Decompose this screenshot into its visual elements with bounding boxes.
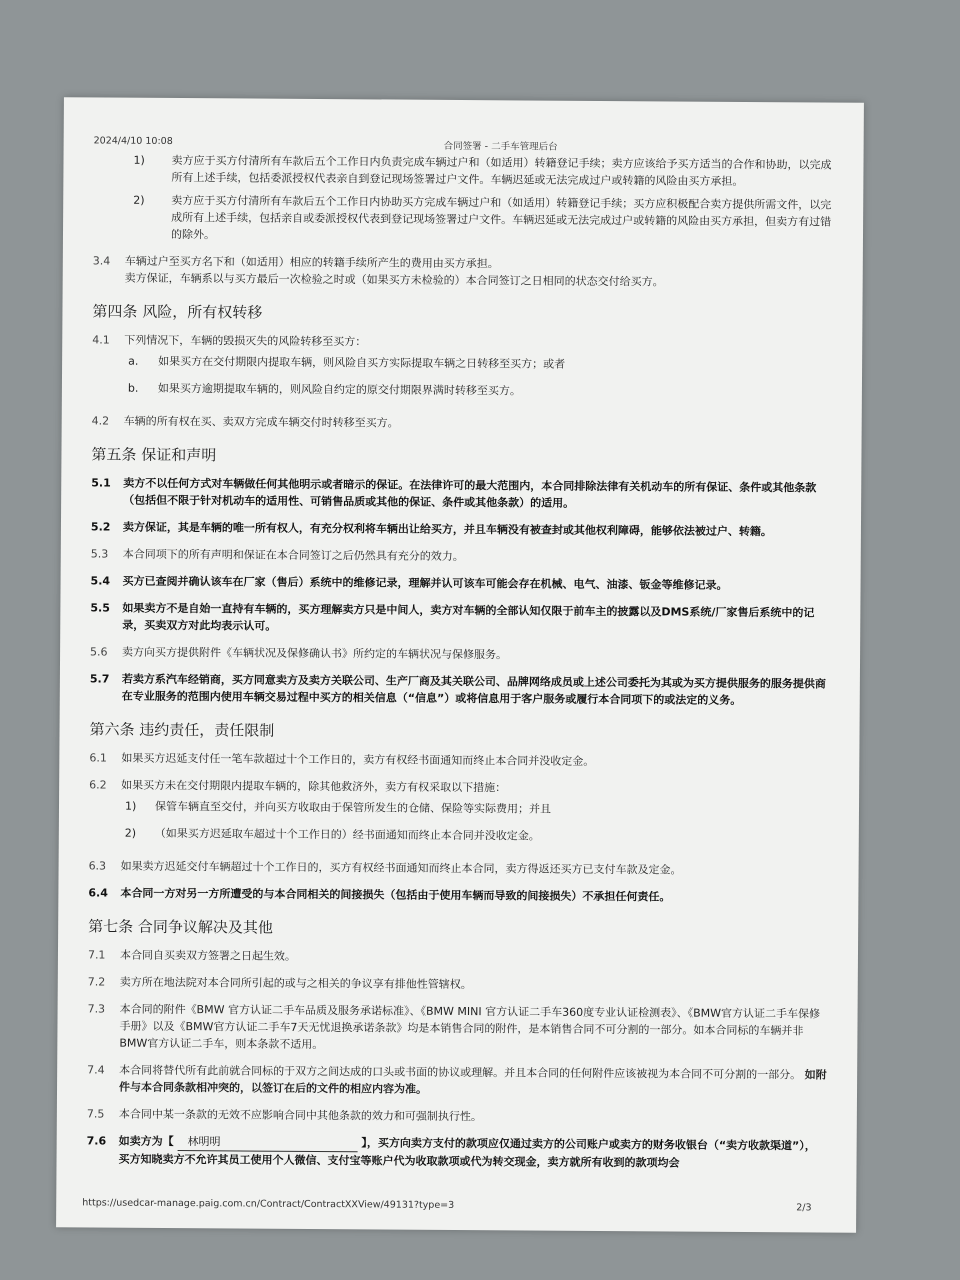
clause-text: 卖方所在地法院对本合同所引起的或与之相关的争议享有排他性管辖权。 xyxy=(119,975,472,992)
clause-text xyxy=(125,253,833,292)
item-number: b. xyxy=(127,381,139,395)
clause-number: 5.2 xyxy=(90,520,111,534)
clause-number: 4.1 xyxy=(92,333,110,347)
contract-page xyxy=(56,97,864,1233)
clause-7-6 xyxy=(86,1132,826,1172)
clause-text-bold: 如附件与本合同条款相冲突的，以签订在后的文件的相应内容为准。 xyxy=(118,1068,827,1096)
item-number: a. xyxy=(128,354,139,368)
clause-4-2 xyxy=(92,412,832,434)
item-text: 保管车辆直至交付，并向买方收取由于保管所发生的仓储、保险等实际费用；并且 xyxy=(154,799,552,816)
item-text: 如果买方在交付期限内提取车辆，则风险自买方实际提取车辆之日转移至买方；或者 xyxy=(158,354,566,371)
clause-number: 7.4 xyxy=(87,1063,105,1077)
clause-text-pre: 如卖方为【 xyxy=(118,1134,174,1149)
clause-number: 6.1 xyxy=(89,751,107,765)
clause-6-2 xyxy=(89,776,829,798)
clause-text: 本合同中某一条款的无效不应影响合同中其他条款的效力和可强制执行性。 xyxy=(118,1107,482,1124)
page-number: 2/3 xyxy=(796,1202,812,1214)
clause-6-4 xyxy=(88,884,828,906)
clause-5-6 xyxy=(90,643,830,665)
item-number: 2) xyxy=(133,193,145,207)
clause-5-1 xyxy=(91,474,831,513)
clause-number: 4.2 xyxy=(91,414,110,428)
clause-text: 本合同一方对另一方所遭受的与本合同相关的间接损失（包括由于使用车辆而导致的间接损失）不承担任何责任。 xyxy=(120,886,671,904)
clause-6-3 xyxy=(89,857,829,879)
clause-text: 如果买方迟延支付任一笔车款超过十个工作日的，卖方有权经书面通知而终止本合同并没收定金。 xyxy=(121,751,595,768)
clause-number: 5.5 xyxy=(90,601,110,615)
clause-number: 6.2 xyxy=(89,778,107,792)
clause-text: 卖方不以任何方式对车辆做任何其他明示或者暗示的保证。在法律许可的最大范围内，本合同排除法律有关机动车的所有保证、条件或其他条款（包括但不限于针对机动车的适用性、可销售品质或其他的保证、条件或其他条款）的适用。 xyxy=(123,476,817,510)
clause-text-plain: 本合同将替代所有此前就合同标的于双方之间达成的口头或书面的协议或理解。并且本合同的任何附件应该被视为本合同不可分割的一部分。 xyxy=(119,1063,802,1082)
clause-number: 7.1 xyxy=(87,948,106,962)
clause-text: 如果卖方不是自始一直持有车辆的，买方理解卖方只是中间人，卖方对车辆的全部认知仅限于前车主的披露以及DMS系统/厂家售后系统中的记录，买卖双方对此均表示认可。 xyxy=(122,601,815,633)
clause-7-4 xyxy=(87,1061,827,1100)
clause-text xyxy=(118,1133,826,1173)
clause-text-post: 】，买方向卖方支付的款项应仅通过卖方的公司账户或卖方的财务收银台（“卖方收款渠道”），买方知晓卖方不允许其员工使用个人微信、支付宝等账户代为收取款项或代为转交现金，卖方就所有收到的款项均会 xyxy=(118,1136,816,1170)
sub-item-a xyxy=(92,352,832,374)
clause-5-5 xyxy=(90,599,830,638)
measure-2 xyxy=(89,824,829,846)
clause-7-3 xyxy=(87,1000,827,1056)
clause-text-line1: 车辆过户至买方名下和（如适用）相应的转籍手续所产生的费用由买方承担。 xyxy=(124,254,499,271)
clause-text-line2: 卖方保证，车辆系以与买方最后一次检验之时或（如果买方未检验的）本合同签订之日相同的状态交付给买方。 xyxy=(124,271,664,289)
clause-7-1 xyxy=(88,946,828,968)
clause-text: 如果买方未在交付期限内提取车辆的，除其他救济外，卖方有权采取以下措施： xyxy=(121,778,507,795)
print-url: https://usedcar-manage.paig.com.cn/Contract/ContractXXView/49131?type=3 xyxy=(82,1197,455,1211)
clause-number: 5.6 xyxy=(90,645,108,659)
item-text: 卖方应于买方付清所有车款后五个工作日内负责完成车辆过户和（如适用）转籍登记手续；卖方应该给予买方适当的合作和协助，以完成所有上述手续，包括委派授权代表亲自到登记现场签署过户文件。车辆迟延或无法完成过户或转籍的风险由买方承担。 xyxy=(171,153,832,188)
clause-text: 如果卖方迟延交付车辆超过十个工作日的，买方有权经书面通知而终止本合同，卖方得返还买方已支付车款及定金。 xyxy=(120,859,682,877)
clause-text: 本合同的附件《BMW 官方认证二手车品质及服务承诺标准》、《BMW MINI 官方认证二手车360度专业认证检测表》、《BMW官方认证二手车保修手册》以及《BMW官方认证二手车7天无忧退换承诺条款》均是本销售合同的附件，是本销售合同不可分割的一部分。如本合同标的车辆并非BMW官方认证二手车，则本条款不适用。 xyxy=(119,1002,821,1052)
clause-number: 7.6 xyxy=(86,1134,107,1148)
clause-number: 5.7 xyxy=(89,672,110,686)
clause-number: 7.3 xyxy=(87,1002,106,1016)
clause-text: 车辆的所有权在买、卖双方完成车辆交付时转移至买方。 xyxy=(123,414,399,430)
clause-4-1 xyxy=(92,331,832,353)
clause-3-4 xyxy=(93,252,833,291)
clause-number: 7.2 xyxy=(87,975,106,989)
item-number: 1) xyxy=(133,153,145,167)
clause-5-3 xyxy=(91,545,831,567)
item-text: （如果买方迟延取车超过十个工作日的）经书面通知而终止本合同并没收定金。 xyxy=(154,826,540,843)
clause-text: 本合同自买卖双方签署之日起生效。 xyxy=(119,948,297,963)
clause-text: 卖方保证，其是车辆的唯一所有权人，有充分权利将车辆出让给买方，并且车辆没有被查封或其他权利障碍，能够依法被过户、转籍。 xyxy=(122,520,772,539)
clause-text: 本合同项下的所有声明和保证在本合同签订之后仍然具有充分的效力。 xyxy=(122,547,464,564)
clause-text: 下列情况下，车辆的毁损灭失的风险转移至买方： xyxy=(124,333,367,349)
print-title: 合同签署 - 二手车管理后台 xyxy=(443,140,558,153)
clause-5-2 xyxy=(91,518,831,540)
clause-number: 5.1 xyxy=(91,476,111,490)
clause-number: 5.3 xyxy=(90,547,109,561)
section-heading: 第七条 合同争议解决及其他 xyxy=(88,917,274,937)
clause-6-1 xyxy=(89,749,829,771)
print-date: 2024/4/10 10:08 xyxy=(93,135,173,147)
item-number: 1) xyxy=(124,799,137,813)
clause-5-7 xyxy=(90,670,830,709)
clause-number: 5.4 xyxy=(90,574,111,588)
item-text: 如果买方逾期提取车辆的，则风险自约定的原交付期限界满时转移至买方。 xyxy=(157,381,521,398)
list-item xyxy=(93,151,833,190)
clause-number: 3.4 xyxy=(92,254,111,268)
list-item xyxy=(93,191,833,247)
contract-body xyxy=(86,145,833,1172)
section-heading: 第五条 保证和声明 xyxy=(91,445,217,465)
measure-1 xyxy=(89,797,829,819)
clause-7-2 xyxy=(88,973,828,995)
clause-text: 若卖方系汽车经销商，买方同意卖方及卖方关联公司、生产厂商及其关联公司、品牌网络成员或上述公司委托为其或为买方提供服务的服务提供商在专业服务的范围内使用车辆交易过程中买方的相关信息（“信息”）或将信息用于客户服务或履行本合同项下的或法定的义务。 xyxy=(121,672,826,707)
sub-item-b xyxy=(92,379,832,401)
seller-name-field: 林明明 xyxy=(177,1133,357,1152)
item-text: 卖方应于买方付清所有车款后五个工作日内协助买方完成车辆过户和（如适用）转籍登记手续；买方应积极配合卖方提供所需文件，以完成所有上述手续，包括亲自或委派授权代表到登记现场签署过户文件。车辆迟延或无法完成过户或转籍的风险由买方承担，但卖方有过错的除外。 xyxy=(170,193,832,242)
section-heading: 第六条 违约责任，责任限制 xyxy=(89,720,275,740)
clause-7-5 xyxy=(87,1105,827,1127)
clause-text: 卖方向买方提供附件《车辆状况及保修确认书》所约定的车辆状况与保修服务。 xyxy=(122,645,508,662)
item-number: 2) xyxy=(124,826,137,840)
clause-number: 6.4 xyxy=(88,886,108,900)
section-heading: 第四条 风险，所有权转移 xyxy=(92,302,263,322)
clause-text: 买方已查阅并确认该车在厂家（售后）系统中的维修记录，理解并认可该车可能会存在机械、电气、油漆、钣金等维修记录。 xyxy=(122,574,728,592)
clause-number: 7.5 xyxy=(86,1107,105,1121)
clause-text xyxy=(119,1062,827,1101)
clause-5-4 xyxy=(91,572,831,594)
clause-number: 6.3 xyxy=(88,859,107,873)
